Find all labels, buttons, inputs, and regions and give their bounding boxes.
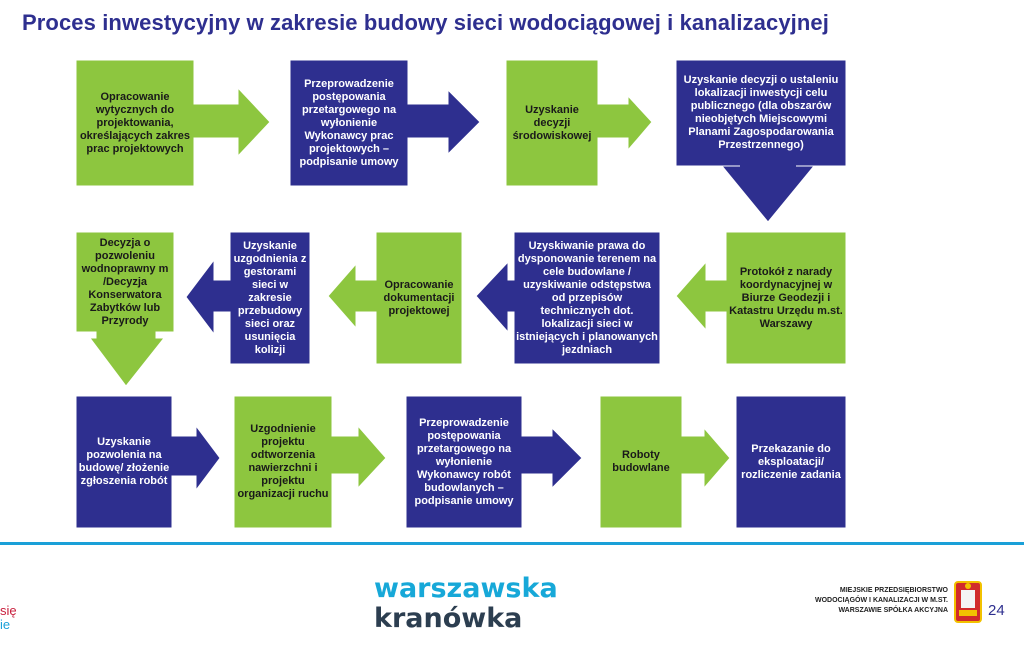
step-6 xyxy=(514,232,660,364)
footer-divider xyxy=(0,542,1024,545)
step-5-label: Protokół z narady koordynacyjnej w Biurze Geodezji i Katastru Urzędu m.st. Warszawy xyxy=(729,265,843,330)
step-9-label: Decyzja o pozwoleniu wodnoprawny m /Decyzja Konserwatora Zabytków lub Przyrody xyxy=(81,236,169,327)
step-3-label: Uzyskanie decyzji środowiskowej xyxy=(512,103,592,142)
company-name: MIEJSKIE PRZEDSIĘBIORSTWO WODOCIĄGÓW I KANALIZACJI W M.ST. WARSZAWIE SPÓŁKA AKCYJNA xyxy=(815,587,948,614)
step-1-label: Opracowanie wytycznych do projektowania, określających zakres prac projektowych xyxy=(79,90,191,155)
step-7-label: Opracowanie dokumentacji projektowej xyxy=(383,278,455,317)
step-14-label: Przekazanie do eksploatacji/ rozliczenie zadania xyxy=(741,442,841,481)
logo-line-1: warszawska xyxy=(374,573,558,604)
step-13 xyxy=(600,396,682,528)
step-10 xyxy=(76,396,172,528)
left-fragment-line-1: się xyxy=(0,603,17,618)
step-12 xyxy=(406,396,522,528)
step-8 xyxy=(230,232,310,364)
step-11 xyxy=(234,396,332,528)
step-4-label: Uzyskanie decyzji o ustaleniu lokalizacji inwestycji celu publicznego (dla obszarów nieobjętych Miejscowymi Planami Zagospodarowania Przestrzennego) xyxy=(683,74,839,151)
step-10-label: Uzyskanie pozwolenia na budowę/ złożenie zgłoszenia robót xyxy=(78,436,170,487)
left-fragment-line-2: ie xyxy=(0,617,11,632)
step-1 xyxy=(76,60,194,186)
step-3 xyxy=(506,60,598,186)
coat-of-arms-icon xyxy=(954,580,982,626)
step-5 xyxy=(726,232,846,364)
step-12-label: Przeprowadzenie postępowania przetargowego na wyłonienie Wykonawcy robót budowlanych – podpisanie umowy xyxy=(414,416,514,507)
step-2-label: Przeprowadzenie postępowania przetargowego na wyłonienie Wykonawcy prac projektowych – podpisanie umowy xyxy=(299,77,399,168)
page-title: Proces inwestycyjny w zakresie budowy sieci wodociągowej i kanalizacyjnej xyxy=(22,10,829,35)
step-13-label: Roboty budowlane xyxy=(612,449,670,474)
logo-line-2: kranówka xyxy=(374,603,523,634)
step-8-label: Uzyskanie uzgodnienia z gestorami sieci w zakresie przebudowy sieci oraz usunięcia kolizji xyxy=(233,239,307,356)
step-7 xyxy=(376,232,462,364)
step-14 xyxy=(736,396,846,528)
step-9 xyxy=(76,232,174,332)
step-6-label: Uzyskiwanie prawa do dysponowanie terenem na cele budowlane / uzyskiwanie odstępstwa od przepisów technicznych dot. lokalizacji sieci w istniejących i planowanych jezdniach xyxy=(516,239,658,356)
step-11-label: Uzgodnienie projektu odtworzenia nawierzchni i projektu organizacji ruchu xyxy=(237,423,329,500)
step-2 xyxy=(290,60,408,186)
warszawska-kranowka-logo xyxy=(372,573,558,639)
left-edge-fragment xyxy=(0,604,17,632)
page-number: 24 xyxy=(988,602,1005,619)
step-4 xyxy=(676,60,846,166)
